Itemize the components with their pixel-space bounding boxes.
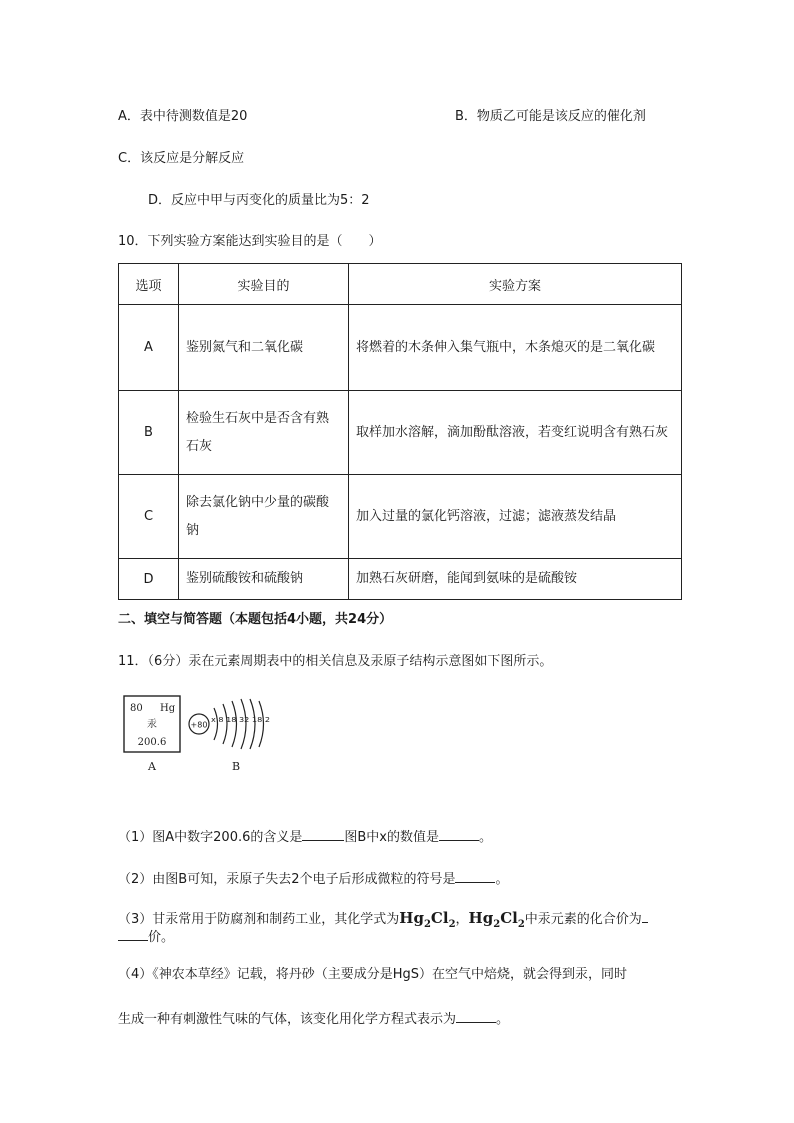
question-11-part-2 [118,868,508,889]
header-plan: 实验方案 [349,264,682,305]
option-9c: C．该反应是分解反应 [118,151,245,166]
table-row [119,391,682,475]
atomic-number: 80 [130,703,143,714]
section-heading: 二、填空与简答题（本题包括4小题，共24分） [118,612,393,627]
answer-blank-3[interactable] [118,926,148,941]
shell-electron-counts: x 8 18 32 18 2 [211,716,270,724]
element-symbol: Hg [160,703,176,714]
row-option: B [119,391,179,475]
table-row [119,305,682,391]
part-2-end: 。 [495,872,509,887]
part-1-end: 。 [479,830,493,845]
electron-shell [241,699,246,749]
nuclear-charge: +80 [190,720,208,730]
electron-shell [250,699,255,749]
question-11-part-1 [118,826,492,847]
calomel-formula: $Hg_2Cl_2$ [468,909,525,930]
part-2-text: （2）由图B可知，汞原子失去2个电子后形成微粒的符号是 [118,872,456,887]
question-11-stem: 11．（6分）汞在元素周期表中的相关信息及汞原子结构示意图如下图所示。 [118,654,553,669]
part-4-end: 。 [496,1012,510,1027]
electron-shell [232,701,237,747]
part-4-text-b: 生成一种有刺激性气味的气体，该变化用化学方程式表示为 [118,1012,457,1027]
header-purpose: 实验目的 [179,264,349,305]
table-row [119,475,682,559]
question-11-part-3 [118,908,648,934]
row-option: A [119,305,179,391]
label-b: B [231,760,241,773]
answer-blank-1a[interactable] [302,826,344,841]
experiment-table [118,263,682,600]
row-plan: 加熟石灰研磨，能闻到氨味的是硫酸铵 [349,559,682,600]
part-3-text-b: 中汞元素的化合价为 [524,912,642,927]
option-9a: A．表中待测数值是20 [118,109,248,124]
part-3-separator: ， [455,912,469,927]
question-11-part-4: （4）《神农本草经》记载，将丹砂（主要成分是HgS）在空气中焙烧，就会得到汞，同时 [118,967,628,982]
option-9d: D．反应中甲与丙变化的质量比为5：2 [148,193,370,208]
electron-shell [223,704,227,744]
question-11-part-4-cont [118,1008,509,1029]
row-plan: 取样加水溶解，滴加酚酞溶液，若变红说明含有熟石灰 [349,391,682,475]
atomic-mass: 200.6 [137,737,167,748]
answer-blank-2[interactable] [455,868,495,883]
element-name: 汞 [147,719,157,730]
row-option: D [119,559,179,600]
part-1-text-a: （1）图A中数字200.6的含义是 [118,830,303,845]
table-row [119,559,682,600]
answer-blank-4[interactable] [456,1008,496,1023]
mercury-figure [118,690,278,778]
row-option: C [119,475,179,559]
electron-shell [214,708,218,740]
table-header-row [119,264,682,305]
part-3-text-c: 价。 [148,930,175,945]
calomel-formula: $Hg_2Cl_2$ [399,909,456,930]
answer-blank-3-start[interactable] [642,908,648,923]
row-purpose: 鉴别硫酸铵和硫酸钠 [179,559,349,600]
part-1-text-b: 图B中x的数值是 [344,830,440,845]
row-purpose: 检验生石灰中是否含有熟石灰 [179,391,349,475]
electron-shell [259,701,264,747]
row-purpose: 除去氯化钠中少量的碳酸钠 [179,475,349,559]
row-plan: 将燃着的木条伸入集气瓶中，木条熄灭的是二氧化碳 [349,305,682,391]
label-a: A [148,760,156,773]
header-option: 选项 [119,264,179,305]
question-10-stem: 10．下列实验方案能达到实验目的是（ ） [118,234,382,249]
answer-blank-1b[interactable] [439,826,479,841]
question-11-part-3-cont [118,926,174,947]
option-9b: B．物质乙可能是该反应的催化剂 [455,109,646,124]
row-plan: 加入过量的氯化钙溶液，过滤；滤液蒸发结晶 [349,475,682,559]
part-3-text-a: （3）甘汞常用于防腐剂和制药工业，其化学式为 [118,912,400,927]
row-purpose: 鉴别氮气和二氧化碳 [179,305,349,391]
